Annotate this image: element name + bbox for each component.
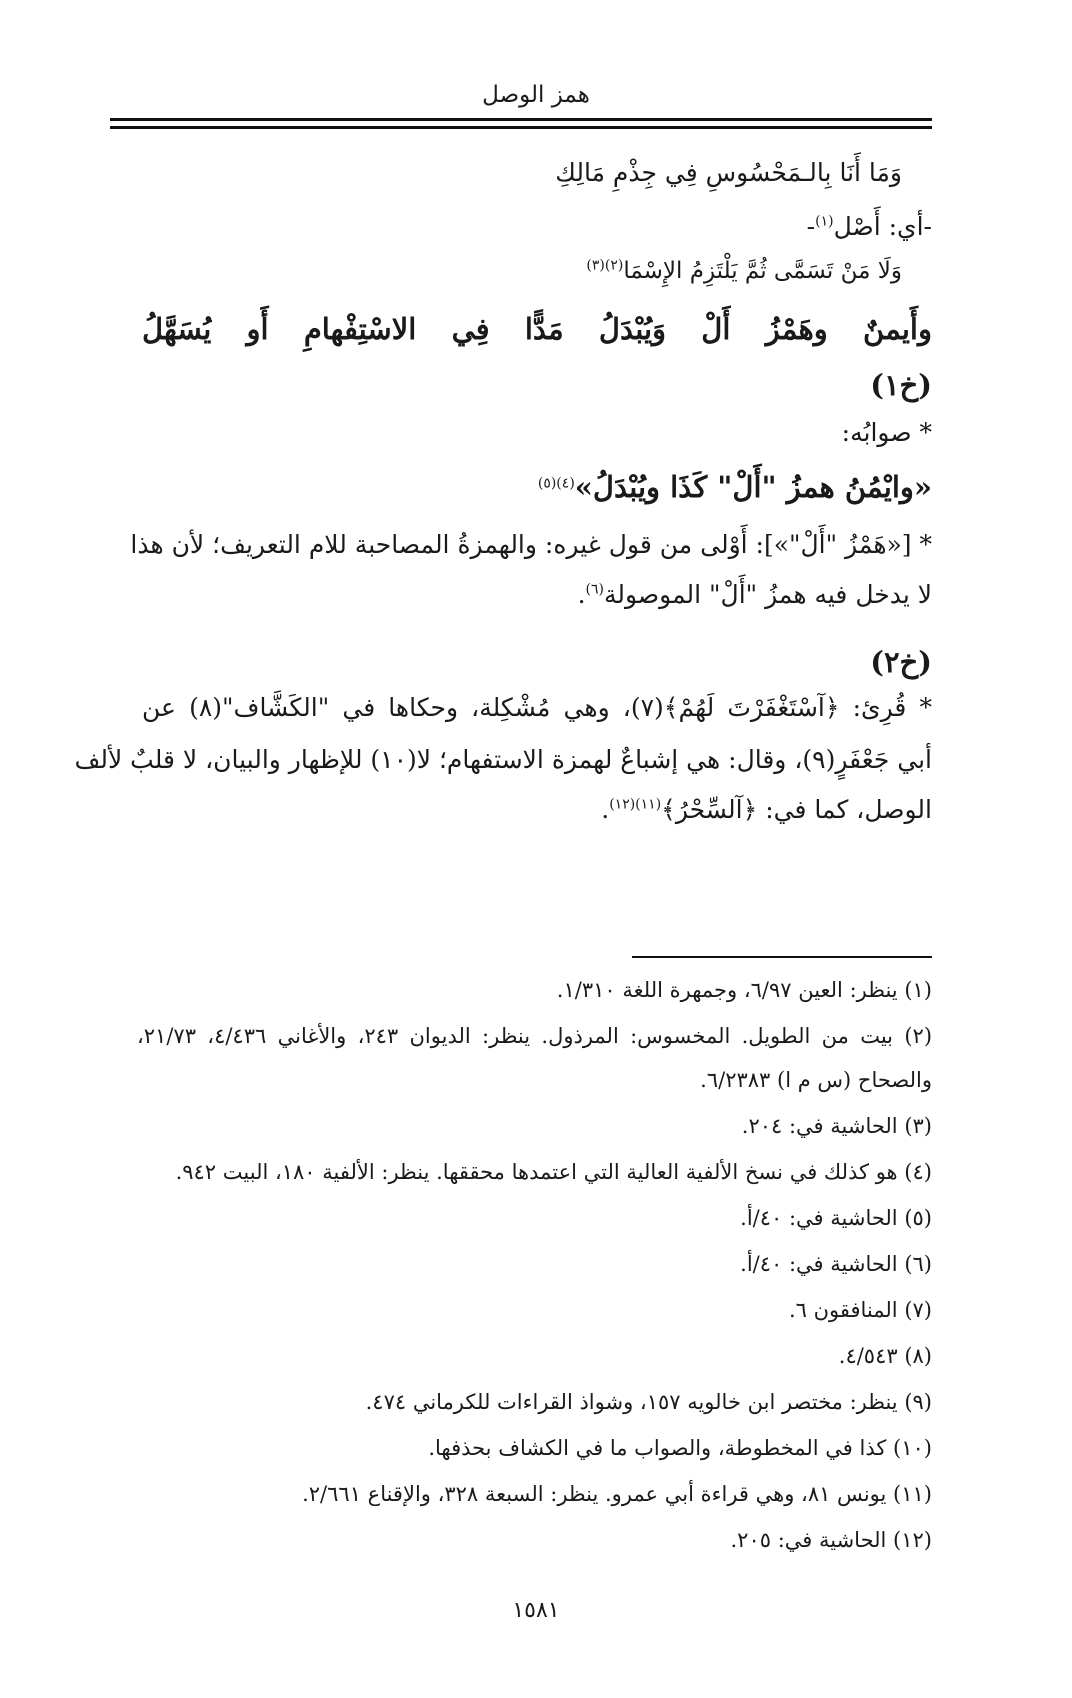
footnote-8: (٨) ٤/٥٤٣.	[838, 1344, 932, 1368]
footnote-ref: (١١)(١٢)	[609, 796, 662, 813]
paragraph-2-line-1: * قُرِئ: ﴿آسْتَغْفَرْتَ لَهُمْ﴾(٧)، وهي مُشْكِلة، وحكاها في "الكَشَّاف"(٨) عن	[142, 693, 932, 722]
paragraph-2-line-2: أبي جَعْفَرٍ(٩)، وقال: هي إشباعٌ لهمزة الاستفهام؛ لا(١٠) للإظهار والبيان، لا قلبٌ لألف	[74, 745, 932, 774]
footnote-ref: (٦)	[585, 581, 604, 598]
running-header: همز الوصل	[482, 82, 590, 108]
footnote-10: (١٠) كذا في المخطوطة، والصواب ما في الكشاف بحذفها.	[428, 1436, 932, 1460]
paragraph-1-line-1: * [«هَمْزُ "أَلْ"»]: أَوْلى من قول غيره: والهمزةُ المصاحبة للام التعريف؛ لأن هذا	[130, 530, 932, 559]
footnote-11: (١١) يونس ٨١، وهي قراءة أبي عمرو. ينظر: السبعة ٣٢٨، والإقناع ٢/٦٦١.	[302, 1482, 932, 1506]
footnote-2: (٢) بيت من الطويل. المخسوس: المرذول. ينظر: الديوان ٢٤٣، والأغاني ٤/٤٣٦، ٢١/٧٣،	[137, 1024, 933, 1048]
page-number: ١٥٨١	[512, 1598, 560, 1623]
footnote-ref: (١)	[815, 213, 834, 230]
footnote-6: (٦) الحاشية في: ٤٠/أ.	[740, 1252, 932, 1276]
gloss-text: -أي: أَصْل	[833, 212, 932, 241]
footnote-4: (٤) هو كذلك في نسخ الألفية العالية التي اعتمدها محققها. ينظر: الألفية ١٨٠، البيت ٩٤٢.	[175, 1160, 932, 1184]
footnote-2-cont: والصحاح (س م ا) ٦/٢٣٨٣.	[700, 1068, 932, 1092]
footnote-separator	[632, 956, 932, 958]
footnote-ref: (٢)(٣)	[586, 257, 624, 274]
footnote-5: (٥) الحاشية في: ٤٠/أ.	[740, 1206, 932, 1230]
gloss-line: -أي: أَصْل$^{(١)}$-	[806, 212, 932, 241]
footnote-7: (٧) المنافقون ٦.	[788, 1298, 932, 1322]
paragraph-2-line-3: الوصل، كما في: ﴿آلسِّحْرُ﴾$^{(١١)(١٢)}$.	[601, 795, 932, 824]
footnote-1: (١) ينظر: العين ٦/٩٧، وجمهرة اللغة ١/٣١٠.	[556, 978, 932, 1002]
section-heading-kh1: (خ١)	[870, 368, 932, 402]
footnote-9: (٩) ينظر: مختصر ابن خالويه ١٥٧، وشواذ القراءات للكرماني ٤٧٤.	[365, 1390, 932, 1414]
header-rule-top	[110, 118, 932, 121]
correction-label: * صوابُه:	[841, 418, 932, 447]
header-rule-bottom	[110, 126, 932, 129]
correction-line: «وايْمُنُ همزُ "أَلْ" كَذَا ويُبْدَلُ»$^{(٤)(٥)}$	[537, 470, 932, 504]
paragraph-1-line-2: لا يدخل فيه همزُ "أَلْ" الموصولة$^{(٦)}$.	[577, 580, 932, 609]
verse-line-2: وَلَا مَنْ تَسَمَّى ثُمَّ يَلْتَزِمُ الإِسْمَا$^{(٢)(٣)}$	[586, 257, 902, 284]
footnote-3: (٣) الحاشية في: ٢٠٤.	[741, 1114, 932, 1138]
footnote-ref: (٤)(٥)	[537, 475, 575, 492]
poem-line-alfiyya: وأَيمنٌ وهَمْزُ أَلْ وَيُبْدَلُ مَدًّا فِي الاسْتِفْهامِ أَو يُسَهَّلُ	[142, 312, 932, 346]
footnote-12: (١٢) الحاشية في: ٢٠٥.	[730, 1528, 932, 1552]
verse-line-1: وَمَا أَنَا بِالـمَحْسُوسِ فِي جِذْمِ مَالِكِ	[555, 158, 902, 187]
section-heading-kh2: (خ٢)	[870, 645, 932, 679]
